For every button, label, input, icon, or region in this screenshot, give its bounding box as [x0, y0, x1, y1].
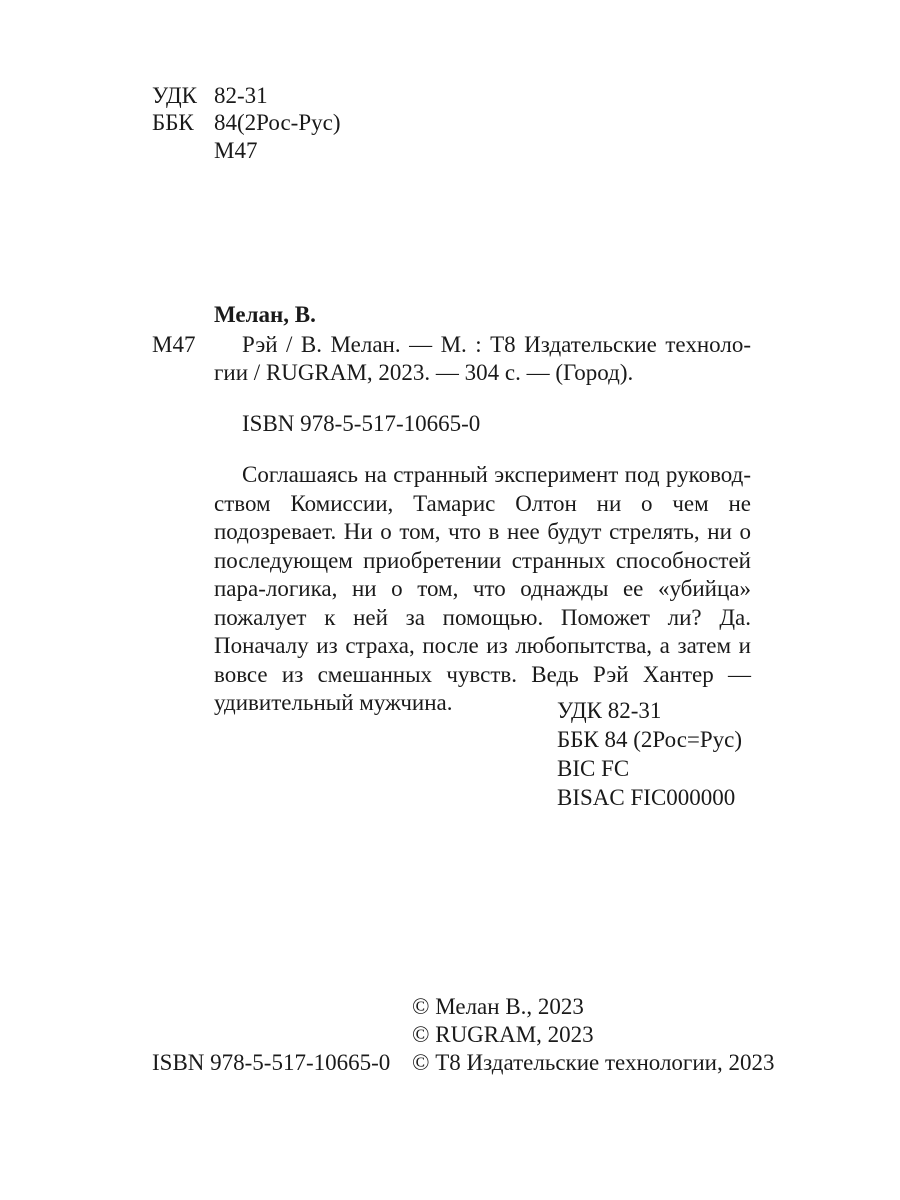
bbk-code: ББК 84 (2Рос=Рус) [557, 727, 743, 752]
copyright-rugram: © RUGRAM, 2023 [412, 1022, 594, 1047]
udk-label: УДК [152, 83, 197, 108]
bisac-code: BISAC FIC000000 [557, 785, 736, 810]
author-name: Мелан, В. [214, 302, 316, 327]
bbk-label: ББК [152, 110, 194, 135]
record-code: М47 [152, 332, 196, 357]
annotation-text: Соглашаясь на странный эксперимент под руководством Комиссии, Тамарис Олтон ни о чем не подозревает. Ни о том, что в нее будут стрелять, ни о последующем приобретении странных способностей пара-логика, ни о том, что однажды ее «убийца» пожалует к ней за помощью. Поможет ли? Да. Поначалу из страха, после из любопытства, а затем и вовсе из смешанных чувств. Ведь Рэй Хантер — удивительный мужчина. [214, 462, 751, 715]
udk-value: 82-31 [214, 83, 268, 108]
copyright-notices [412, 993, 775, 1077]
author-mark: М47 [214, 138, 258, 163]
bic-code: BIC FC [557, 756, 630, 781]
record-isbn: ISBN 978-5-517-10665-0 [242, 411, 481, 436]
footer-isbn: ISBN 978-5-517-10665-0 [152, 1050, 391, 1075]
copyright-t8: © Т8 Издательские технологии, 2023 [412, 1050, 775, 1075]
copyright-author: © Мелан В., 2023 [412, 994, 584, 1019]
bbk-value: 84(2Рос-Рус) [214, 110, 341, 135]
classification-block [152, 83, 452, 163]
bibliographic-codes [557, 696, 742, 812]
udk-code: УДК 82-31 [557, 698, 662, 723]
bibliographic-description: Рэй / В. Мелан. — М. : Т8 Издательские технологии / RUGRAM, 2023. — 304 с. — (Город). [214, 332, 751, 385]
